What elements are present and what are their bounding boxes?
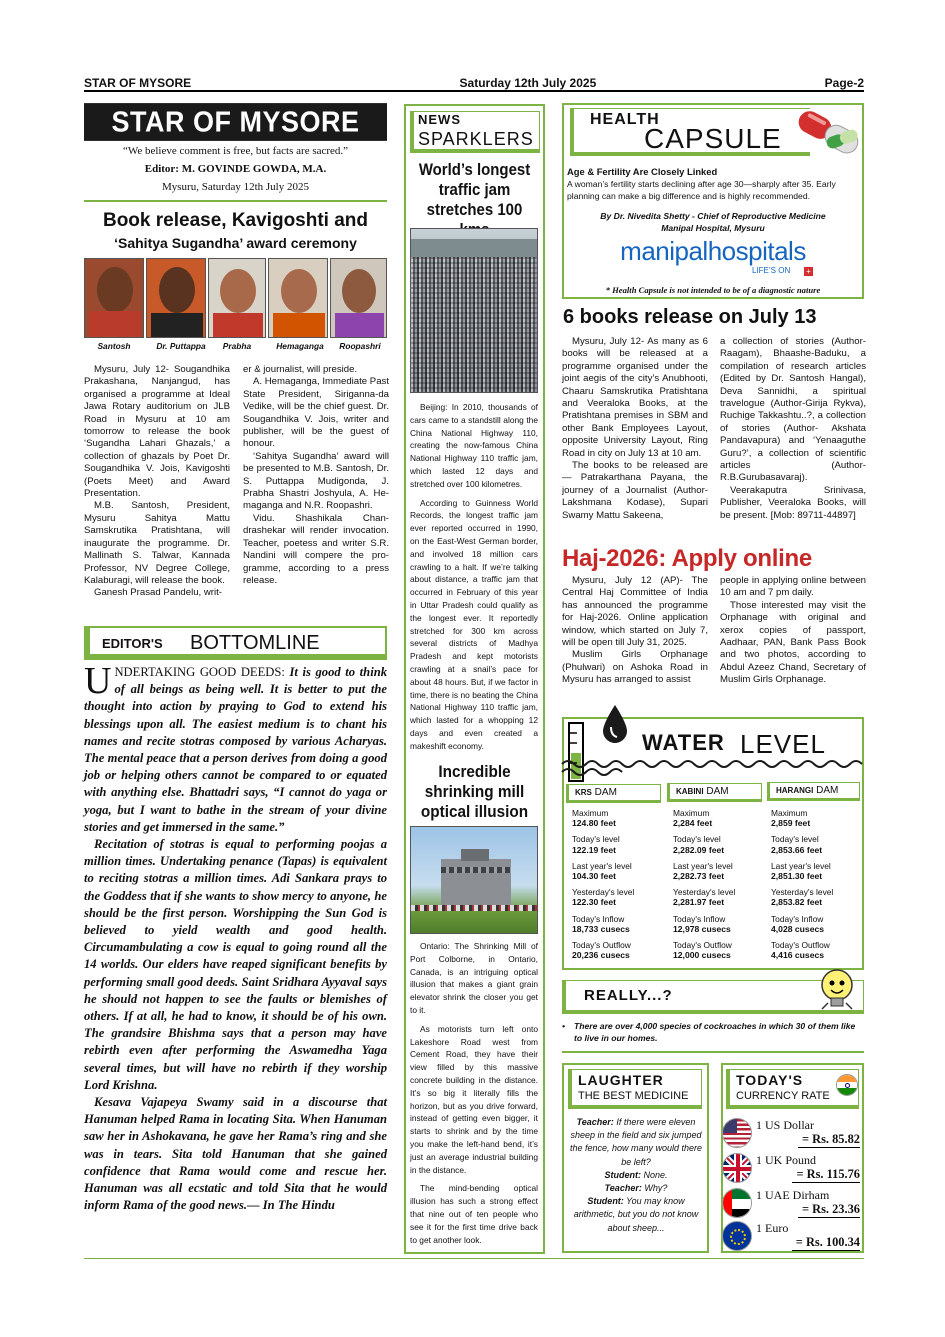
kabini-dam-stats (673, 808, 735, 960)
paragraph: The mind-bending optical illusion has such a strong effect that nine out of ten people who see it for the first time drive back to get another look. (410, 1183, 538, 1245)
paragraph: Mysuru, July 12- Sougandhika Prakashana, Nanjangud, has organised a programme at Ideal Jawa Rotary auditorium on JLB Road in Mysuru at 10 am tomorrow to release the book ‘Sugandha Lahari Ghazals,’ a collection of ghazals by Poet Dr. Sougandhika V. Jois, Kavigoshti (Poets Meet) and Award Presentation. (84, 364, 230, 500)
masthead-editor: Editor: M. GOVINDE GOWDA, M.A. (144, 163, 327, 175)
stat-label: Today's Inflow (572, 913, 625, 924)
laughter-joke (566, 1116, 706, 1235)
india-flag-icon (836, 1074, 858, 1096)
stat-value: 2,284 feet (673, 818, 713, 829)
paragraph: Ontario: The Shrinking Mill of Port Colborne, in Ontario, Canada, is an intriguing optical illusion that makes a giant grain elevator shrink the closer you get to it. (410, 941, 538, 1015)
pill-capsule-icon (790, 108, 870, 158)
masthead-motto: “We believe comment is free, but facts are sacred.” (122, 145, 349, 157)
stat-label: Yesterday's level (673, 887, 736, 898)
dam-name-small: KABINI (676, 787, 704, 796)
currency-name: 1 US Dollar (756, 1118, 814, 1132)
stat-value: 12,978 cusecs (673, 923, 731, 934)
paragraph: As motorists turn left onto Lakeshore Road west from Cement Road, they have their view filled by this massive concrete building in the distance. It’s so big it literally fills the horizon, but as you drive forward, instead of getting even bigger, it starts to shrink and by the time you make the left-hand bend, it’s just an average industrial building in the distance. (410, 1023, 538, 1175)
news-label-big: SPARKLERS (418, 129, 534, 149)
laughter-label-big: LAUGHTER (578, 1072, 664, 1088)
divider (562, 1051, 864, 1053)
bullet-icon: • (562, 1021, 566, 1031)
laughter-label-small: THE BEST MEDICINE (578, 1090, 689, 1102)
stat-value: 18,733 cusecs (572, 923, 630, 934)
stat-value: 122.30 feet (572, 897, 616, 908)
paragraph: Veerakaputra Srinivasa, Publisher, Veeraloka Books, will be present. [Mob: 89711-44897] (720, 484, 866, 521)
photo-prabha (208, 258, 266, 338)
masthead-title: STAR OF MYSORE (84, 103, 387, 141)
stat-label: Today's level (771, 834, 819, 845)
bottom-rule (84, 1258, 864, 1259)
stat-value: 4,416 cusecs (771, 950, 825, 961)
stat-value: 20,236 cusecs (572, 950, 630, 961)
really-text: There are over 4,000 species of cockroaches in which 30 of them like to live in our homes. (574, 1021, 856, 1043)
joke-line: None. (640, 1169, 668, 1180)
stat-value: 4,028 cusecs (771, 923, 825, 934)
story1-headline: World’s longest traffic jam stretches 100 (418, 160, 531, 219)
photo-puttappa (146, 258, 206, 338)
photo-hemaganga (268, 258, 328, 338)
stat-label: Today's Inflow (771, 913, 824, 924)
stat-value: 124.80 feet (572, 818, 616, 829)
six-books-col2 (720, 336, 866, 522)
currency-label (726, 1069, 859, 1109)
health-label-big: CAPSULE (644, 123, 782, 154)
editors-label-small: EDITOR'S (102, 636, 163, 651)
stat-label: Last year's level (673, 860, 733, 871)
currency-row-eur (722, 1221, 862, 1253)
paragraph: Mysuru, July 12- As many as 6 books will be released at a programme organised under the joint aegis of the city’s Anubhooti, Chaaru Samskrutika Pratishtana and Veeraloka Books, at the Pratishtana premises in SBM and other Bank Employees Layout, opposite University Layout, Ring Road in city on July 13 at 10 am. (562, 336, 708, 459)
stat-value: 2,282.09 feet (673, 844, 725, 855)
stat-label: Yesterday's level (572, 887, 635, 898)
paragraph: According to Guinness World Records, the longest traffic jam ever reported occurred in 1990, on the East-West German border, and involved 18 million cars crawling to a halt. If we’re talking about distance, a traffic jam that occurred in February of this year in Uttar Pradesh could qualify as the longest ever. It reportedly stretched for 300 km across several districts of Madhya Pradesh and kept motorists crawling at a snail’s pace for about 48 hours. But, if we factor in time, there is no beating the China National Highway 110 traffic jam, which lasted for a whopping 12 days and even created a makeshift economy. (410, 497, 538, 751)
editors-bottomline-box (84, 626, 387, 660)
editors-label-big: BOTTOMLINE (190, 632, 320, 654)
uae-flag-icon (722, 1188, 752, 1218)
health-disclaimer: * Health Capsule is not intended to be of a diagnostic nature (605, 285, 821, 295)
kabini-dam-header (667, 783, 762, 802)
haj-col1 (562, 575, 708, 687)
six-books-headline: 6 books release on July 13 (563, 306, 817, 328)
page-header (84, 76, 864, 92)
caption-hemaganga: Hemaganga (276, 341, 324, 351)
speaker: Teacher: (576, 1117, 614, 1127)
paragraph: a collection of stories (Author-Raagam), Bhaashe-Baduku, a compilation of research articles (Edited by Dr. Santosh Hangal), Deva Sannidhi, a spiritual travelogue (Author-Girija Rykva), Ruchige Takkashtu..?, a collection of stories (Author- Akshata Pandavapura) and ‘Yenaaguthe Guru?’, a collection of scientific articles (Author-R.B.Gurubasavaraj). (720, 336, 866, 484)
news-label-small: NEWS (418, 112, 461, 127)
lightbulb-icon (812, 965, 862, 1015)
health-byline: By Dr. Nivedita Shetty - Chief of Reproductive Medicine (600, 211, 826, 221)
haj-col2 (720, 575, 866, 687)
paragraph: Ganesh Prasad Pandelu, writ- (94, 587, 222, 599)
stat-label: Today's Outflow (771, 940, 830, 951)
traffic-jam-photo (410, 228, 538, 393)
stat-label: Maximum (673, 808, 710, 818)
shrinking-mill-photo (410, 826, 538, 934)
eu-flag-icon (722, 1221, 752, 1251)
caption-puttappa: Dr. Puttappa (156, 341, 206, 351)
currency-label-big: TODAY'S (736, 1072, 804, 1088)
caption-prabha: Prabha (222, 341, 252, 351)
currency-value: = Rs. 85.82 (798, 1132, 860, 1148)
stat-label: Today's level (673, 834, 721, 845)
story2-headline: Incredible shrinking mill optical illusion (420, 762, 529, 821)
speaker: Student: (604, 1169, 641, 1180)
stat-value: 2,851.30 feet (771, 871, 823, 882)
manipal-logo: manipalhospitals (620, 236, 806, 266)
stat-label: Today's Inflow (673, 913, 726, 924)
paragraph: Beijing: In 2010, thousands of cars came to a standstill along the China National Highway 110, creating the now-famous China National Highway 110 traffic jam, which lasted 12 days and stretched over 100 kilometres. (410, 402, 538, 489)
currency-row-aed (722, 1188, 862, 1220)
dam-label: DAM (816, 785, 839, 796)
krs-dam-header (566, 784, 661, 803)
stat-value: 104.30 feet (572, 871, 616, 882)
stat-value: 2,859 feet (771, 818, 811, 829)
book-release-subheadline: ‘Sahitya Sugandha’ award ceremony (114, 235, 357, 251)
stat-label: Today's Outflow (673, 940, 732, 951)
paragraph: M.B. Santosh, President, Mysuru Sahitya Mattu Samskrutika Pratishtana, will inaugurate the programme. Dr. Mallinath S. Talwar, Kannada Professor, NV Degree College, Kalaburagi, will release the book. (84, 500, 230, 586)
health-heading: Age & Fertility Are Closely Linked (567, 166, 718, 177)
currency-label-small: CURRENCY RATE (736, 1090, 830, 1102)
stat-label: Maximum (771, 808, 808, 818)
harangi-dam-stats (771, 808, 833, 960)
paragraph: Mysuru, July 12 (AP)- The Central Haj Committee of India has announced the programme for Haj-2026. Online application window, which started on July 7, will be open till July 31, 2025. (562, 575, 708, 649)
currency-row-gbp (722, 1153, 862, 1185)
dam-label: DAM (594, 787, 617, 798)
paragraph: It is good to think of all beings as being well. It is better to put the thought into action by praying to God to extend his blessings upon all. The easiest medium is to chant his names and recite stotras composed by various Acharyas. The mental peace that a person derives from doing a good job or helping others cannot be compared to or equated with anything else. Bhattadri says, “I cannot do yaga or yoga, but I want to bathe in the stream of your divine stories and get immersed in the same.” (84, 665, 387, 834)
book-release-col2 (243, 364, 389, 587)
really-fact (562, 1020, 864, 1044)
six-books-col1 (562, 336, 708, 522)
joke-line: If there were eleven sheep in the field and six jumped the fence, how many would there be left? (569, 1117, 703, 1167)
page-number: Page-2 (824, 76, 864, 90)
currency-name: 1 UAE Dirham (756, 1188, 830, 1202)
speaker: Student: (587, 1196, 624, 1207)
currency-row-usd (722, 1118, 862, 1150)
uk-flag-icon (722, 1153, 752, 1183)
health-byline-hospital: Manipal Hospital, Mysuru (661, 223, 765, 233)
masthead-dateline: Mysuru, Saturday 12th July 2025 (162, 181, 309, 193)
currency-name: 1 UK Pound (756, 1153, 817, 1167)
paragraph: Recitation of stotras is equal to performing poojas a million times. Undertaking penance (Tapas) is equivalent to reciting stotras a million times. Adi Sankara prays to the Goddess that if she wants to show mercy to anyone, he should be the first person. Worshipping the Sun God is believed to yield wealth and good health. Circumambulating a cow is equal to going round all the 14 worlds. Our elders have reaped significant benefits by performing small good deeds. Saint Sridhara Ayyaval says he should not happen to see the faults or blemishes of others. If at all, he had to know, it should be of his own. The grandsire Bhishma says that a person may have rebirth even after performing the Aswamedha Yaga several times, but will have no rebirth if they worship Lord Krishna. (84, 837, 387, 1092)
stat-label: Today's Outflow (572, 940, 631, 951)
joke-line: Why? (641, 1183, 668, 1194)
paragraph: ‘Sahitya Sugandha’ award will be presented to M.B. Santosh, Dr. S. Puttappa Mudigonda, J. Prabha Shastri Joshyula, A. He-maganga and N.R. Roopashri. (243, 450, 389, 512)
stat-label: Last year's level (572, 860, 632, 871)
manipal-tagline: LIFE’S ON (752, 266, 791, 275)
water-label-bold: WATER (642, 730, 725, 755)
stat-value: 12,000 cusecs (673, 950, 731, 961)
currency-value: = Rs. 115.76 (792, 1167, 860, 1183)
really-label: REALLY...? (584, 987, 673, 1004)
health-text: A woman’s fertility starts declining after age 30—sharply after 35. Early planning can make a big difference and is highly recommended. (567, 179, 836, 201)
photo-roopashri (330, 258, 387, 338)
paragraph: Vidu. Shashikala Chan-drashekar will render invocation. Teacher, poetess and writer S.R. Nandini will compere the pro-gramme, according to a press release. (243, 512, 389, 586)
editorial-body (84, 660, 387, 1215)
dropcap: U (84, 660, 112, 702)
lead-caps: NDERTAKING GOOD DEEDS: (114, 665, 285, 679)
news-sparklers-label (410, 111, 540, 153)
paragraph: Kesava Vajapeya Swamy said in a discourse that Hanuman helped Rama in locating Sita. When Hanuman saw her in Ashokavana, he gave her Rama’s ring and she was in tears. Sita told Hanuman that she gained confidence that Rama would come and rescue her. Hanuman was all ecstatic and told Sita that he would inform Rama of the good news.— In The Hindu (84, 1095, 387, 1213)
currency-name: 1 Euro (756, 1221, 789, 1235)
paragraph: Those interested may visit the Orphanage with original and xerox copies of passport, Aadhaar, PAN, Bank Pass Book and two photos, according to Abdul Azeez Chand, Secretary of Muslim Girls Orphanage. (720, 599, 866, 686)
divider (84, 200, 387, 202)
caption-roopashri: Roopashri (339, 341, 381, 351)
paragraph: people in applying online between 10 am and 7 pm daily. (720, 575, 866, 599)
story2-body (410, 940, 538, 1246)
paragraph: Muslim Girls Orphanage (Phulwari) on Ashoka Road in Mysuru has arranged to assist (562, 649, 708, 686)
stat-label: Yesterday's level (771, 887, 834, 898)
stat-value: 122.19 feet (572, 844, 616, 855)
us-flag-icon (722, 1118, 752, 1148)
paper-name: STAR OF MYSORE (84, 76, 192, 90)
book-release-col1 (84, 364, 230, 600)
stat-value: 2,282.73 feet (673, 871, 725, 882)
caption-santosh: Santosh (97, 341, 131, 351)
harangi-dam-header (767, 782, 860, 801)
health-capsule-label (570, 108, 810, 156)
water-label-light: LEVEL (740, 729, 826, 759)
stat-label: Last year's level (771, 860, 831, 871)
paragraph: er & journalist, will preside. (243, 364, 358, 375)
paragraph: A. Hemaganga, Immediate Past State President, Siriganna-da Vedike, will be the chief guest. Dr. Sougandhika V. Jois, writer and publisher, will be the guest of honour. (243, 376, 389, 450)
book-release-headline: Book release, Kavigoshti and (102, 210, 369, 231)
paragraph: The books to be released are — Patrakarthana Payana, the journey of a Journalist (Author-Lakshmana Kodase), Supari Swamy Mattu Sakeena, (562, 460, 708, 521)
krs-dam-stats (572, 808, 634, 960)
health-label-small: HEALTH (590, 111, 660, 128)
laughter-label (568, 1069, 702, 1109)
stat-label: Maximum (572, 808, 609, 818)
stat-label: Today's level (572, 834, 620, 845)
dam-name-small: KRS (575, 788, 592, 797)
stat-value: 2,281.97 feet (673, 897, 725, 908)
story1-body (410, 401, 538, 753)
photo-santosh (84, 258, 144, 338)
haj-headline: Haj-2026: Apply online (562, 545, 812, 572)
page-date: Saturday 12th July 2025 (459, 76, 597, 90)
speaker: Teacher: (604, 1183, 642, 1194)
stat-value: 2,853.82 feet (771, 897, 823, 908)
dam-label: DAM (706, 786, 729, 797)
plus-icon: + (804, 267, 813, 276)
dam-name-small: HARANGI (776, 786, 814, 795)
currency-value: = Rs. 23.36 (798, 1202, 860, 1218)
currency-value: = Rs. 100.34 (792, 1235, 860, 1251)
joke-line: You may know arithmetic, but you do not know about sheep... (573, 1196, 699, 1233)
stat-value: 2,853.66 feet (771, 844, 823, 855)
